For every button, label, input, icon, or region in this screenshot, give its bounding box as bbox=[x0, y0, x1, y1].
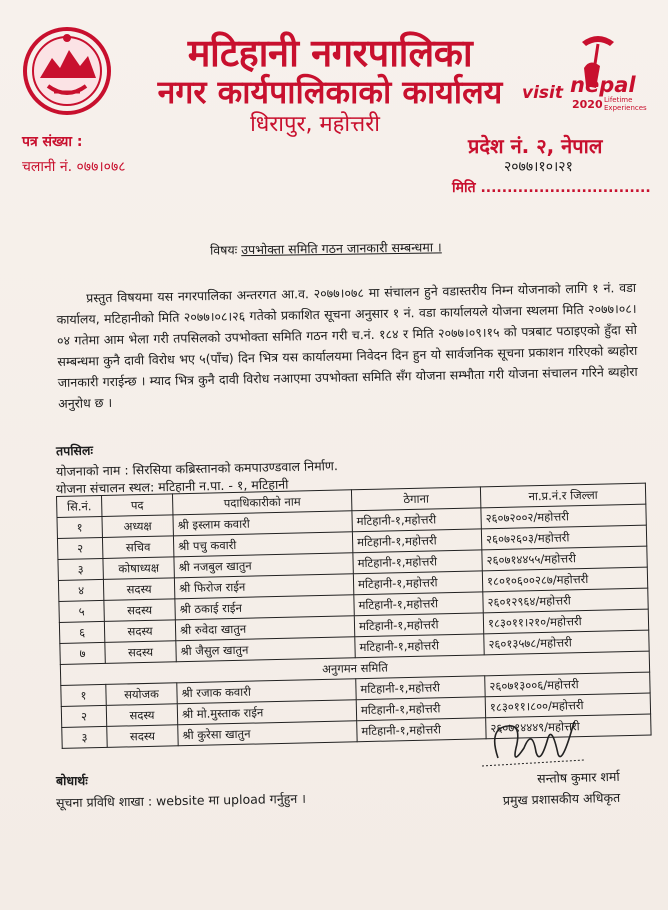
letter-date: २०७७।१०।२१ bbox=[504, 159, 573, 175]
project-name: योजनाको नाम : सिरसिया कब्रिस्तानको कमपाउण्डवाल निर्माण. bbox=[55, 458, 339, 479]
cell-name: श्री रुवेदा खातुन bbox=[175, 616, 354, 641]
subject-label: विषयः bbox=[209, 242, 238, 258]
body-paragraph bbox=[56, 277, 638, 414]
cell-citizenship: १८३०११।२१०/महोत्तरी bbox=[483, 609, 648, 634]
subject-text: उपभोक्ता समिति गठन जानकारी सम्बन्धमा । bbox=[241, 239, 442, 258]
visit-nepal-logo bbox=[520, 28, 650, 118]
cell-address: मटिहानी-१,महोत्तरी bbox=[356, 697, 485, 721]
cell-name: श्री इस्लाम कवारी bbox=[173, 511, 352, 536]
svg-text:nepal: nepal bbox=[570, 73, 636, 97]
nepal-emblem-icon bbox=[22, 26, 112, 116]
cell-address: मटिहानी-१,महोत्तरी bbox=[354, 613, 483, 637]
cell-sn: ५ bbox=[59, 600, 104, 622]
project-site: योजना संचालन स्थल: मटिहानी न.पा. - १, मटिहानी bbox=[55, 476, 289, 497]
cell-sn: २ bbox=[61, 705, 106, 727]
cell-post: सदस्य bbox=[104, 620, 175, 643]
cell-sn: ६ bbox=[59, 621, 104, 643]
date-line: मिति ................................ bbox=[452, 180, 651, 196]
cell-citizenship: १८३०११।८००/महोत्तरी bbox=[485, 693, 650, 718]
cell-name: श्री जैसुल खातुन bbox=[176, 637, 355, 662]
office-location: धिरापुर, महोत्तरी bbox=[250, 112, 380, 137]
cell-name: श्री ठकाई राईन bbox=[175, 595, 354, 620]
province-label: प्रदेश नं. २, नेपाल bbox=[468, 134, 603, 158]
cc-it-section: सूचना प्रविधि शाखा : website मा upload गर्नुहुन । bbox=[55, 790, 307, 811]
cell-name: श्री पचु कवारी bbox=[173, 532, 352, 557]
cell-post: सचिव bbox=[102, 536, 173, 559]
cell-name: श्री कुरेसा खातुन bbox=[178, 721, 357, 746]
dispatch-number: चलानी नं. ०७७।०७८ bbox=[22, 159, 126, 175]
cell-address: मटिहानी-१,महोत्तरी bbox=[356, 676, 485, 700]
cell-address: मटिहानी-१,महोत्तरी bbox=[352, 508, 481, 532]
signature-icon bbox=[478, 708, 588, 778]
cell-address: मटिहानी-१,महोत्तरी bbox=[357, 718, 486, 742]
cell-post: कोषाध्यक्ष bbox=[103, 557, 174, 580]
cc-label: बोधार्थः bbox=[56, 773, 88, 788]
details-heading: तपसिलः bbox=[55, 442, 94, 459]
svg-text:visit: visit bbox=[522, 83, 563, 103]
cell-sn: १ bbox=[57, 516, 102, 538]
cell-post: सदस्य bbox=[104, 599, 175, 622]
cell-sn: ३ bbox=[62, 726, 107, 748]
cell-citizenship: २६०७१४४४९/महोत्तरी bbox=[486, 714, 651, 739]
col-header-sn: सि.नं. bbox=[57, 495, 102, 517]
cell-address: मटिहानी-१,महोत्तरी bbox=[353, 550, 482, 574]
cell-sn: ३ bbox=[58, 558, 103, 580]
cell-post: अध्यक्ष bbox=[102, 515, 173, 538]
svg-text:2020: 2020 bbox=[572, 98, 603, 111]
cell-post: सदस्य bbox=[105, 641, 176, 664]
cell-name: श्री रजाक कवारी bbox=[177, 679, 356, 704]
cell-sn: ४ bbox=[58, 579, 103, 601]
signer-block bbox=[449, 768, 620, 814]
cell-address: मटिहानी-१,महोत्तरी bbox=[354, 592, 483, 616]
letter-number-label: पत्र संख्या : bbox=[22, 134, 83, 150]
cell-citizenship: २६०१२९६४/महोत्तरी bbox=[483, 588, 648, 613]
cell-citizenship: १८०१०६००२८७/महोत्तरी bbox=[482, 567, 647, 592]
svg-text:Lifetime: Lifetime bbox=[604, 96, 633, 104]
signer-title: प्रमुख प्रशासकीय अधिकृत bbox=[502, 789, 621, 808]
cell-post: सयोजक bbox=[106, 683, 177, 706]
signer-name: सन्तोष कुमार शर्मा bbox=[536, 768, 620, 786]
cell-address: मटिहानी-१,महोत्तरी bbox=[355, 634, 484, 658]
body-text: प्रस्तुत विषयमा यस नगरपालिका अन्तरगत आ.व. २०७७।०७८ मा संचालन हुने वडास्तरीय निम्न योजनाको लागि १ नं. वडा कार्यालय, मटिहानीको मिति २०७७।०८।२६ गतेको प्रकाशित सूचना अनुसार १ नं. वडा कार्यालयले योजना स्थलमा मिति २०७७।०८।०४ गतेमा आम भेला गरी तपसिलको उपभोक्ता समिति गठन गरी च.नं. १८४ र मिति २०७७।०९।१५ को पत्रबाट पठाइएको हुँदा सो सम्बन्धमा कुनै दावी विरोध भए ५(पाँच) दिन भित्र यस कार्यालयमा निवेदन दिन हुन यो सार्वजनिक सूचना प्रकाशन गरिएको ब्यहोरा जानकारी गराईन्छ । म्याद भित्र कुनै दावी विरोध नआएमा उपभोक्ता समिति सँग योजना सम्भौता गरी योजना संचालन गरिने ब्यहोरा अनुरोध छ । bbox=[56, 279, 638, 411]
col-header-name: पदाधिकारीको नाम bbox=[172, 490, 351, 515]
cell-sn: १ bbox=[61, 684, 106, 706]
cell-address: मटिहानी-१,महोत्तरी bbox=[352, 529, 481, 553]
cell-post: सदस्य bbox=[103, 578, 174, 601]
svg-text:Experiences: Experiences bbox=[604, 104, 647, 112]
cell-address: मटिहानी-१,महोत्तरी bbox=[353, 571, 482, 595]
org-name: मटिहानी नगरपालिका bbox=[187, 31, 473, 75]
cell-citizenship: २६०१३५७८/महोत्तरी bbox=[484, 630, 649, 655]
cell-post: सदस्य bbox=[106, 704, 177, 727]
cell-sn: ७ bbox=[60, 642, 105, 664]
cell-post: सदस्य bbox=[107, 725, 178, 748]
cell-citizenship: २६०७१३००६/महोत्तरी bbox=[485, 672, 650, 697]
col-header-citizenship: ना.प्र.नं.र जिल्ला bbox=[480, 483, 645, 508]
cell-name: श्री मो.मुस्ताक राईन bbox=[177, 700, 356, 725]
subject-line bbox=[210, 238, 442, 258]
col-header-address: ठेगाना bbox=[351, 487, 480, 511]
col-header-post: पद bbox=[101, 494, 172, 517]
cell-name: श्री नजबुल खातुन bbox=[174, 553, 353, 578]
office-name: नगर कार्यपालिकाको कार्यालय bbox=[157, 73, 503, 111]
cell-citizenship: २६०७२००२/महोत्तरी bbox=[481, 504, 646, 529]
monitoring-committee-title: अनुगमन समिति bbox=[60, 651, 649, 685]
cell-citizenship: २६०७१४४५५/महोत्तरी bbox=[482, 546, 647, 571]
cell-sn: २ bbox=[57, 537, 102, 559]
cell-name: श्री फिरोज राईन bbox=[174, 574, 353, 599]
cell-citizenship: २६०७२६०३/महोत्तरी bbox=[481, 525, 646, 550]
